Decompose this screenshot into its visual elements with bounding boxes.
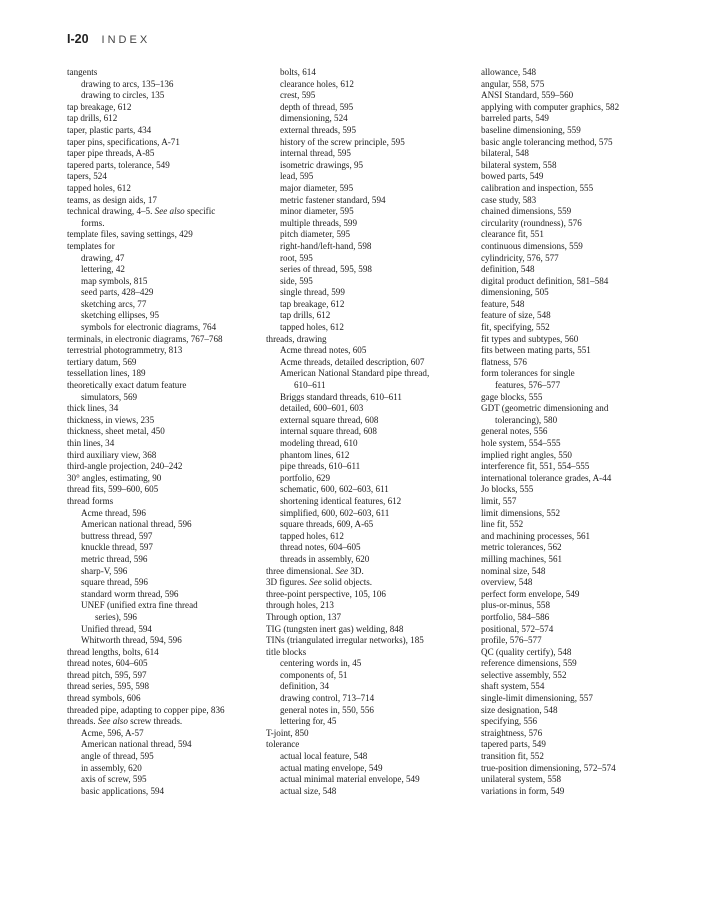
index-subentry: tapped holes, 612 (280, 530, 344, 541)
index-entry: size designation, 548 (481, 704, 558, 715)
index-entry: QC (quality certify), 548 (481, 646, 572, 657)
index-entry: tessellation lines, 189 (67, 368, 146, 379)
index-subentry: buttress thread, 597 (81, 530, 153, 541)
index-subentry: UNEF (unified extra fine thread (81, 600, 198, 611)
index-entry: thread notes, 604–605 (67, 658, 148, 669)
index-entry: line fit, 552 (481, 519, 524, 530)
index-entry: positional, 572–574 (481, 623, 554, 634)
index-subentry: centering words in, 45 (280, 658, 362, 669)
index-subentry: threads in assembly, 620 (280, 553, 370, 564)
index-entry: tapped holes, 612 (67, 182, 131, 193)
index-entry: fits between mating parts, 551 (481, 345, 591, 356)
index-subentry: isometric drawings, 95 (280, 159, 364, 170)
index-subentry: major diameter, 595 (280, 182, 354, 193)
index-subentry: actual minimal material envelope, 549 (280, 774, 420, 785)
index-subentry: seed parts, 428–429 (81, 287, 154, 298)
index-subentry: Acme, 596, A-57 (81, 727, 144, 738)
index-entry: title blocks (266, 646, 307, 657)
index-entry-continuation: features, 576–577 (495, 380, 561, 391)
index-entry: tapers, 524 (67, 171, 107, 182)
index-subentry: definition, 34 (280, 681, 329, 692)
index-entry: tertiary datum, 569 (67, 356, 137, 367)
index-entry: thread pitch, 595, 597 (67, 669, 147, 680)
index-entry: hole system, 554–555 (481, 438, 561, 448)
index-subentry: American national thread, 594 (81, 739, 192, 750)
index-subentry: Whitworth thread, 594, 596 (81, 635, 182, 646)
index-entry: tapered parts, 549 (481, 739, 546, 750)
index-subentry: square threads, 609, A-65 (280, 519, 374, 530)
index-entry: overview, 548 (481, 577, 533, 588)
index-subentry: axis of screw, 595 (81, 774, 147, 785)
index-entry: TINs (triangulated irregular networks), 185 (266, 635, 424, 646)
index-entry: thick lines, 34 (67, 403, 119, 414)
index-entry: calibration and inspection, 555 (481, 182, 594, 193)
index-entry: teams, as design aids, 17 (67, 194, 157, 205)
index-subentry: Acme thread notes, 605 (280, 345, 367, 356)
index-entry: thread series, 595, 598 (67, 681, 150, 692)
index-subentry: Briggs standard threads, 610–611 (280, 391, 402, 402)
index-entry: gage blocks, 555 (481, 391, 543, 402)
index-subentry: metric thread, 596 (81, 553, 148, 564)
index-subentry: components of, 51 (280, 669, 348, 680)
index-subentry: pitch diameter, 595 (280, 229, 351, 240)
index-subentry: lead, 595 (280, 171, 314, 182)
index-subentry: Unified thread, 594 (81, 623, 152, 634)
index-subentry: lettering, 42 (81, 264, 125, 275)
index-entry: thin lines, 34 (67, 438, 115, 448)
index-subentry: angle of thread, 595 (81, 751, 154, 762)
index-subentry: schematic, 600, 602–603, 611 (280, 484, 389, 495)
index-column-1 (67, 67, 272, 797)
index-entry: GDT (geometric dimensioning and (481, 403, 609, 414)
index-entry: thickness, in views, 235 (67, 414, 155, 425)
index-subentry: lettering for, 45 (280, 716, 337, 727)
index-entry: flatness, 576 (481, 356, 527, 367)
index-entry: barreled parts, 549 (481, 113, 549, 124)
index-subentry: actual size, 548 (280, 785, 337, 796)
index-subentry: side, 595 (280, 275, 313, 286)
index-subentry: drawing, 47 (81, 252, 125, 263)
index-entry: through holes, 213 (266, 600, 334, 611)
index-subentry: tap breakage, 612 (280, 298, 345, 309)
index-entry: thread fits, 599–600, 605 (67, 484, 159, 495)
index-entry: applying with computer graphics, 582 (481, 101, 620, 112)
page-number: I-20 (67, 32, 89, 46)
index-entry: three-point perspective, 105, 106 (266, 588, 386, 599)
index-entry: and machining processes, 561 (481, 530, 591, 541)
index-entry: theoretically exact datum feature (67, 380, 187, 391)
index-subentry: in assembly, 620 (81, 762, 142, 773)
index-entry: technical drawing, 4–5. See also specific (67, 206, 216, 217)
index-entry: interference fit, 551, 554–555 (481, 461, 590, 472)
index-subentry: pipe threads, 610–611 (280, 461, 361, 472)
index-entry: dimensioning, 505 (481, 287, 549, 298)
index-entry: general notes, 556 (481, 426, 548, 437)
index-subentry: general notes in, 550, 556 (280, 704, 374, 715)
index-subentry: phantom lines, 612 (280, 449, 350, 460)
index-entry: third auxiliary view, 368 (67, 449, 157, 460)
index-entry: taper pipe threads, A-85 (67, 148, 155, 159)
index-entry: basic angle tolerancing method, 575 (481, 136, 613, 147)
index-entry: shaft system, 554 (481, 681, 545, 692)
index-entry: baseline dimensioning, 559 (481, 124, 581, 135)
index-entry: threads. See also screw threads. (67, 716, 183, 727)
index-entry: plus-or-minus, 558 (481, 600, 551, 611)
index-subentry: drawing control, 713–714 (280, 693, 375, 704)
index-subentry: basic applications, 594 (81, 785, 165, 796)
index-entry: templates for (67, 240, 115, 251)
index-subentry: internal square thread, 608 (280, 426, 377, 437)
index-entry: metric tolerances, 562 (481, 542, 562, 553)
index-entry: international tolerance grades, A-44 (481, 472, 612, 483)
index-entry: fit, specifying, 552 (481, 322, 550, 333)
index-subentry: external square thread, 608 (280, 414, 379, 425)
index-subentry: square thread, 596 (81, 577, 148, 588)
index-subentry: actual local feature, 548 (280, 751, 368, 762)
index-subentry: root, 595 (280, 252, 313, 263)
index-entry: three dimensional. See 3D. (266, 565, 364, 576)
index-entry: clearance fit, 551 (481, 229, 544, 240)
index-subentry: Acme threads, detailed description, 607 (280, 356, 425, 367)
index-entry: thread lengths, bolts, 614 (67, 646, 159, 657)
index-entry: angular, 558, 575 (481, 78, 545, 89)
index-subentry: metric fastener standard, 594 (280, 194, 386, 205)
index-entry: thread forms (67, 495, 114, 506)
index-entry: bowed parts, 549 (481, 171, 544, 182)
index-entry: ANSI Standard, 559–560 (481, 90, 574, 101)
index-subentry: single thread, 599 (280, 287, 345, 298)
index-entry: milling machines, 561 (481, 553, 563, 564)
index-subentry: knuckle thread, 597 (81, 542, 153, 553)
index-subentry: sketching ellipses, 95 (81, 310, 160, 321)
index-entry: tap drills, 612 (67, 113, 118, 124)
index-subentry: multiple threads, 599 (280, 217, 358, 228)
index-subentry: bolts, 614 (280, 67, 316, 77)
index-entry: feature, 548 (481, 298, 525, 309)
index-entry: threaded pipe, adapting to copper pipe, 836 (67, 704, 225, 715)
index-entry: transition fit, 552 (481, 751, 544, 762)
index-subentry: American national thread, 596 (81, 519, 192, 530)
index-subentry: symbols for electronic diagrams, 764 (81, 322, 217, 333)
index-entry: selective assembly, 552 (481, 669, 567, 680)
index-entry: fit types and subtypes, 560 (481, 333, 579, 344)
index-entry: terminals, in electronic diagrams, 767–768 (67, 333, 223, 344)
index-entry: digital product definition, 581–584 (481, 275, 609, 286)
index-entry: true-position dimensioning, 572–574 (481, 762, 616, 773)
index-subentry: standard worm thread, 596 (81, 588, 179, 599)
index-entry: definition, 548 (481, 264, 535, 275)
index-subentry: sketching arcs, 77 (81, 298, 147, 309)
index-entry: tolerance (266, 739, 300, 750)
index-entry: circularity (roundness), 576 (481, 217, 582, 228)
index-entry: terrestrial photogrammetry, 813 (67, 345, 183, 356)
index-entry: taper pins, specifications, A-71 (67, 136, 180, 147)
index-subentry: crest, 595 (280, 90, 316, 101)
index-subentry: drawing to arcs, 135–136 (81, 78, 174, 89)
index-entry: thickness, sheet metal, 450 (67, 426, 165, 437)
index-subentry: clearance holes, 612 (280, 78, 354, 89)
index-subentry: history of the screw principle, 595 (280, 136, 405, 147)
index-entry: variations in form, 549 (481, 785, 565, 796)
index-entry: Through option, 137 (266, 611, 342, 622)
index-subentry: Acme thread, 596 (81, 507, 146, 518)
index-entry: perfect form envelope, 549 (481, 588, 580, 599)
index-subentry: right-hand/left-hand, 598 (280, 240, 372, 251)
index-subentry: map symbols, 815 (81, 275, 148, 286)
index-entry: bilateral, 548 (481, 148, 529, 159)
index-subentry: series of thread, 595, 598 (280, 264, 372, 275)
index-entry: 30° angles, estimating, 90 (67, 472, 162, 483)
index-entry: nominal size, 548 (481, 565, 546, 576)
index-entry: feature of size, 548 (481, 310, 551, 321)
index-subentry: external threads, 595 (280, 124, 357, 135)
index-subentry: modeling thread, 610 (280, 438, 358, 448)
index-subentry: detailed, 600–601, 603 (280, 403, 364, 414)
index-entry-continuation: simulators, 569 (81, 391, 138, 402)
index-entry: T-joint, 850 (266, 727, 309, 738)
index-subentry: tap drills, 612 (280, 310, 331, 321)
index-subentry: shortening identical features, 612 (280, 495, 402, 506)
index-entry: continuous dimensions, 559 (481, 240, 583, 251)
index-entry: bilateral system, 558 (481, 159, 557, 170)
index-entry: specifying, 556 (481, 716, 538, 727)
index-entry: template files, saving settings, 429 (67, 229, 193, 240)
index-subentry: depth of thread, 595 (280, 101, 354, 112)
index-entry: form tolerances for single (481, 368, 575, 379)
index-entry: chained dimensions, 559 (481, 206, 572, 217)
index-entry: unilateral system, 558 (481, 774, 562, 785)
index-entry: limit, 557 (481, 495, 517, 506)
index-entry: TIG (tungsten inert gas) welding, 848 (266, 623, 404, 634)
index-entry-continuation: forms. (81, 217, 105, 228)
index-entry: implied right angles, 550 (481, 449, 572, 460)
index-entry: 3D figures. See solid objects. (266, 577, 373, 588)
index-subentry: thread notes, 604–605 (280, 542, 361, 553)
index-entry: portfolio, 584–586 (481, 611, 550, 622)
index-entry: thread symbols, 606 (67, 693, 141, 704)
index-entry: tap breakage, 612 (67, 101, 132, 112)
index-column-3 (481, 67, 691, 797)
index-subentry: drawing to circles, 135 (81, 90, 165, 101)
running-header (67, 32, 150, 50)
section-title: INDEX (101, 34, 151, 46)
index-entry: straightness, 576 (481, 727, 543, 738)
index-entry: third-angle projection, 240–242 (67, 461, 183, 472)
index-column-2 (266, 67, 476, 797)
index-subentry: actual mating envelope, 549 (280, 762, 383, 773)
index-entry-continuation: series), 596 (95, 611, 137, 622)
index-entry: threads, drawing (266, 333, 327, 344)
index-subentry: sharp-V, 596 (81, 565, 128, 576)
index-entry: profile, 576–577 (481, 635, 542, 646)
index-entry: cylindricity, 576, 577 (481, 252, 559, 263)
index-subentry: simplified, 600, 602–603, 611 (280, 507, 390, 518)
index-entry: Jo blocks, 555 (481, 484, 534, 495)
index-entry: tangents (67, 67, 98, 77)
index-entry: taper, plastic parts, 434 (67, 124, 152, 135)
index-entry-continuation: tolerancing), 580 (495, 414, 558, 425)
index-entry: reference dimensions, 559 (481, 658, 577, 669)
index-entry: single-limit dimensioning, 557 (481, 693, 593, 704)
index-entry: tapered parts, tolerance, 549 (67, 159, 170, 170)
index-subentry: dimensioning, 524 (280, 113, 348, 124)
index-subentry: tapped holes, 612 (280, 322, 344, 333)
index-entry: limit dimensions, 552 (481, 507, 561, 518)
index-entry-continuation: 610–611 (294, 380, 326, 391)
index-subentry: American National Standard pipe thread, (280, 368, 430, 379)
index-subentry: minor diameter, 595 (280, 206, 354, 217)
index-subentry: portfolio, 629 (280, 472, 331, 483)
index-entry: case study, 583 (481, 194, 537, 205)
index-subentry: internal thread, 595 (280, 148, 351, 159)
index-entry: allowance, 548 (481, 67, 537, 77)
